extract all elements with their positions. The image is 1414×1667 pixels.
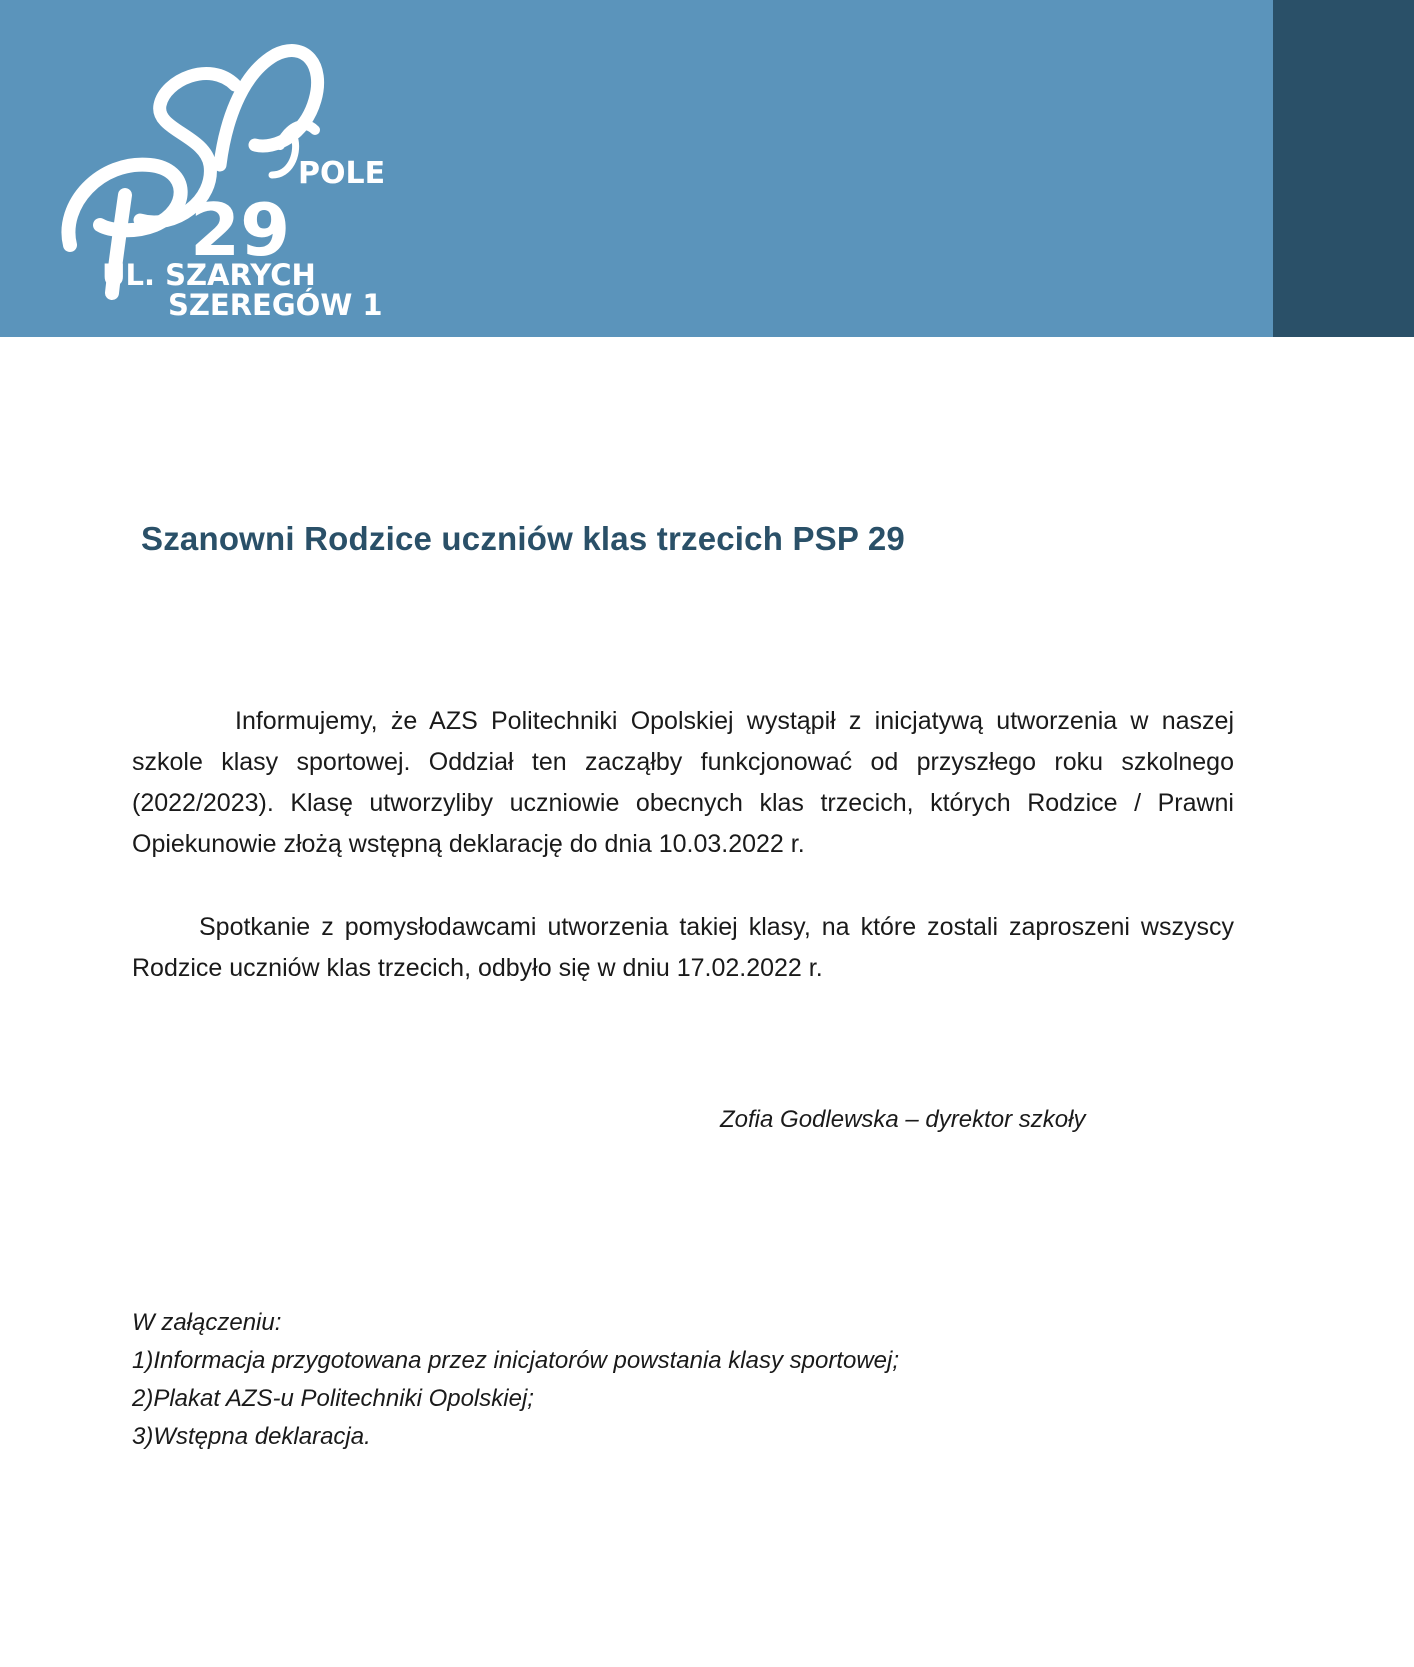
logo-address-line1: UL. SZARYCH: [102, 258, 316, 292]
logo-city-fragment: POLE: [298, 156, 386, 191]
letter-paragraph-2: Spotkanie z pomysłodawcami utworzenia takiej klasy, na które zostali zaproszeni wszyscy Rodzice uczniów klas trzecich, odbyło się w dniu 17.02.2022 r.: [132, 913, 1234, 982]
attachment-item: 1)Informacja przygotowana przez inicjatorów powstania klasy sportowej;: [132, 1347, 900, 1374]
attachment-item: 3)Wstępna deklaracja.: [132, 1423, 371, 1450]
letter-title: Szanowni Rodzice uczniów klas trzecich PSP 29: [141, 520, 905, 557]
logo-number: 29: [190, 188, 291, 272]
logo-address-line2: SZEREGÓW 1: [168, 288, 383, 322]
attachment-item: 2)Plakat AZS-u Politechniki Opolskiej;: [132, 1385, 534, 1412]
attachments-heading: W załączeniu:: [132, 1309, 282, 1336]
attachments-list: [132, 1304, 899, 1456]
letter-signature: Zofia Godlewska – dyrektor szkoły: [720, 1106, 1086, 1133]
school-logo-icon: [40, 35, 430, 330]
header-accent-bar: [1273, 0, 1414, 337]
letter-paragraph-1: Informujemy, że AZS Politechniki Opolskiej wystąpił z inicjatywą utworzenia w naszej szkole klasy sportowej. Oddział ten zacząłby funkcjonować od przyszłego roku szkolnego (2022/2023). Klasę utworzyliby uczniowie obecnych klas trzecich, których Rodzice / Prawni Opiekunowie złożą wstępną deklarację do dnia 10.03.2022 r.: [132, 707, 1234, 858]
